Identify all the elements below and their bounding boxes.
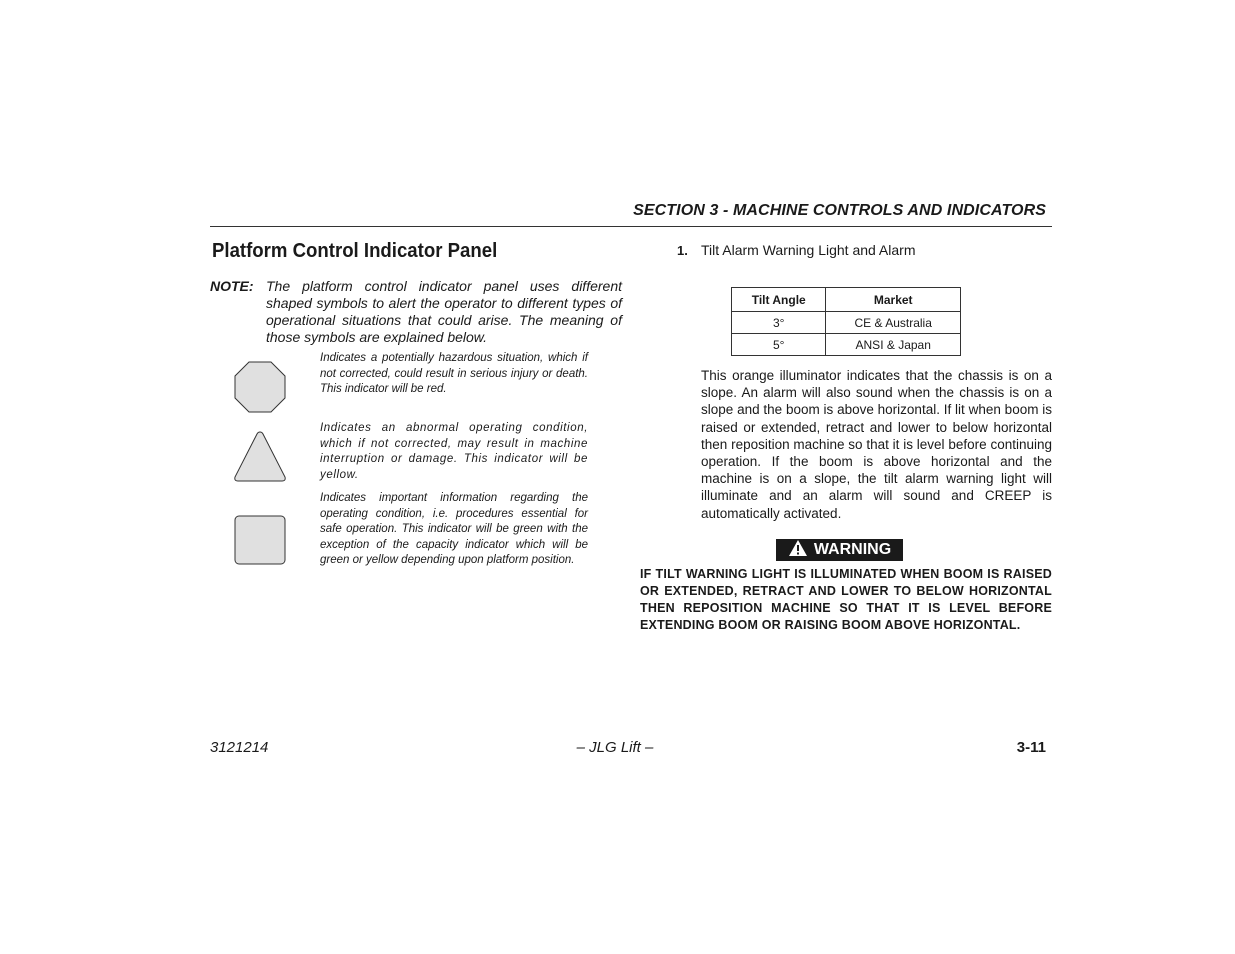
warning-text: IF TILT WARNING LIGHT IS ILLUMINATED WHEN BOOM IS RAISED OR EXTENDED, RETRACT AND LOWER TO BELOW HORIZONTAL THEN REPOSITION MACHINE SO THAT IT IS LEVEL BEFORE EXTENDING BOOM OR RAISING BOOM ABOVE HORIZONTAL.: [640, 567, 1052, 632]
footer-brand: – JLG Lift –: [576, 739, 654, 756]
symbol-description-yellow: Indicates an abnormal operating condition, which if not corrected, may result in machine interruption or damage. This indicator will be yellow.: [320, 422, 588, 481]
page-title: Platform Control Indicator Panel: [212, 240, 498, 262]
item-number: 1.: [677, 243, 688, 258]
table-cell: CE & Australia: [826, 312, 961, 334]
table-cell: 5°: [732, 334, 826, 356]
symbol-description-red: Indicates a potentially hazardous situation, which if not corrected, could result in serious injury or death. This indicator will be red.: [320, 352, 588, 395]
triangle-icon: [232, 429, 288, 483]
octagon-icon: [232, 360, 288, 414]
table-header-tilt-angle: Tilt Angle: [732, 288, 826, 312]
document-number: 3121214: [210, 739, 269, 756]
note-text: The platform control indicator panel uses different shaped symbols to alert the operator to different types of operational situations that could arise. The meaning of those symbols are explained below.: [266, 278, 622, 345]
symbol-description-green: Indicates important information regarding the operating condition, i.e. procedures essential for safe operation. This indicator will be green with the exception of the capacity indicator which will be green or yellow depending upon platform position.: [320, 492, 588, 566]
tilt-angle-table: [731, 287, 961, 356]
table-cell: ANSI & Japan: [826, 334, 961, 356]
header-divider: [210, 226, 1052, 227]
table-cell: 3°: [732, 312, 826, 334]
note-label: NOTE:: [210, 278, 254, 294]
warning-badge: [776, 539, 903, 561]
table-row: [732, 334, 961, 356]
table-row: [732, 312, 961, 334]
warning-label: WARNING: [813, 541, 892, 558]
warning-triangle-icon: [788, 539, 808, 562]
section-header: SECTION 3 - MACHINE CONTROLS AND INDICATORS: [633, 202, 1046, 219]
rounded-square-icon: [232, 513, 288, 567]
table-header-market: Market: [826, 288, 961, 312]
tilt-alarm-description: This orange illuminator indicates that the chassis is on a slope. An alarm will also sound when the chassis is on a slope and the boom is above horizontal. If lit when boom is raised or extended, retract and lower to below horizontal then reposition machine so that it is level before continuing operation. If the boom is above horizontal and the machine is on a slope, the tilt alarm warning light will illuminate and an alarm will sound and CREEP is automatically activated.: [701, 368, 1052, 521]
page-number: 3-11: [1016, 739, 1046, 756]
item-title: Tilt Alarm Warning Light and Alarm: [701, 242, 916, 258]
